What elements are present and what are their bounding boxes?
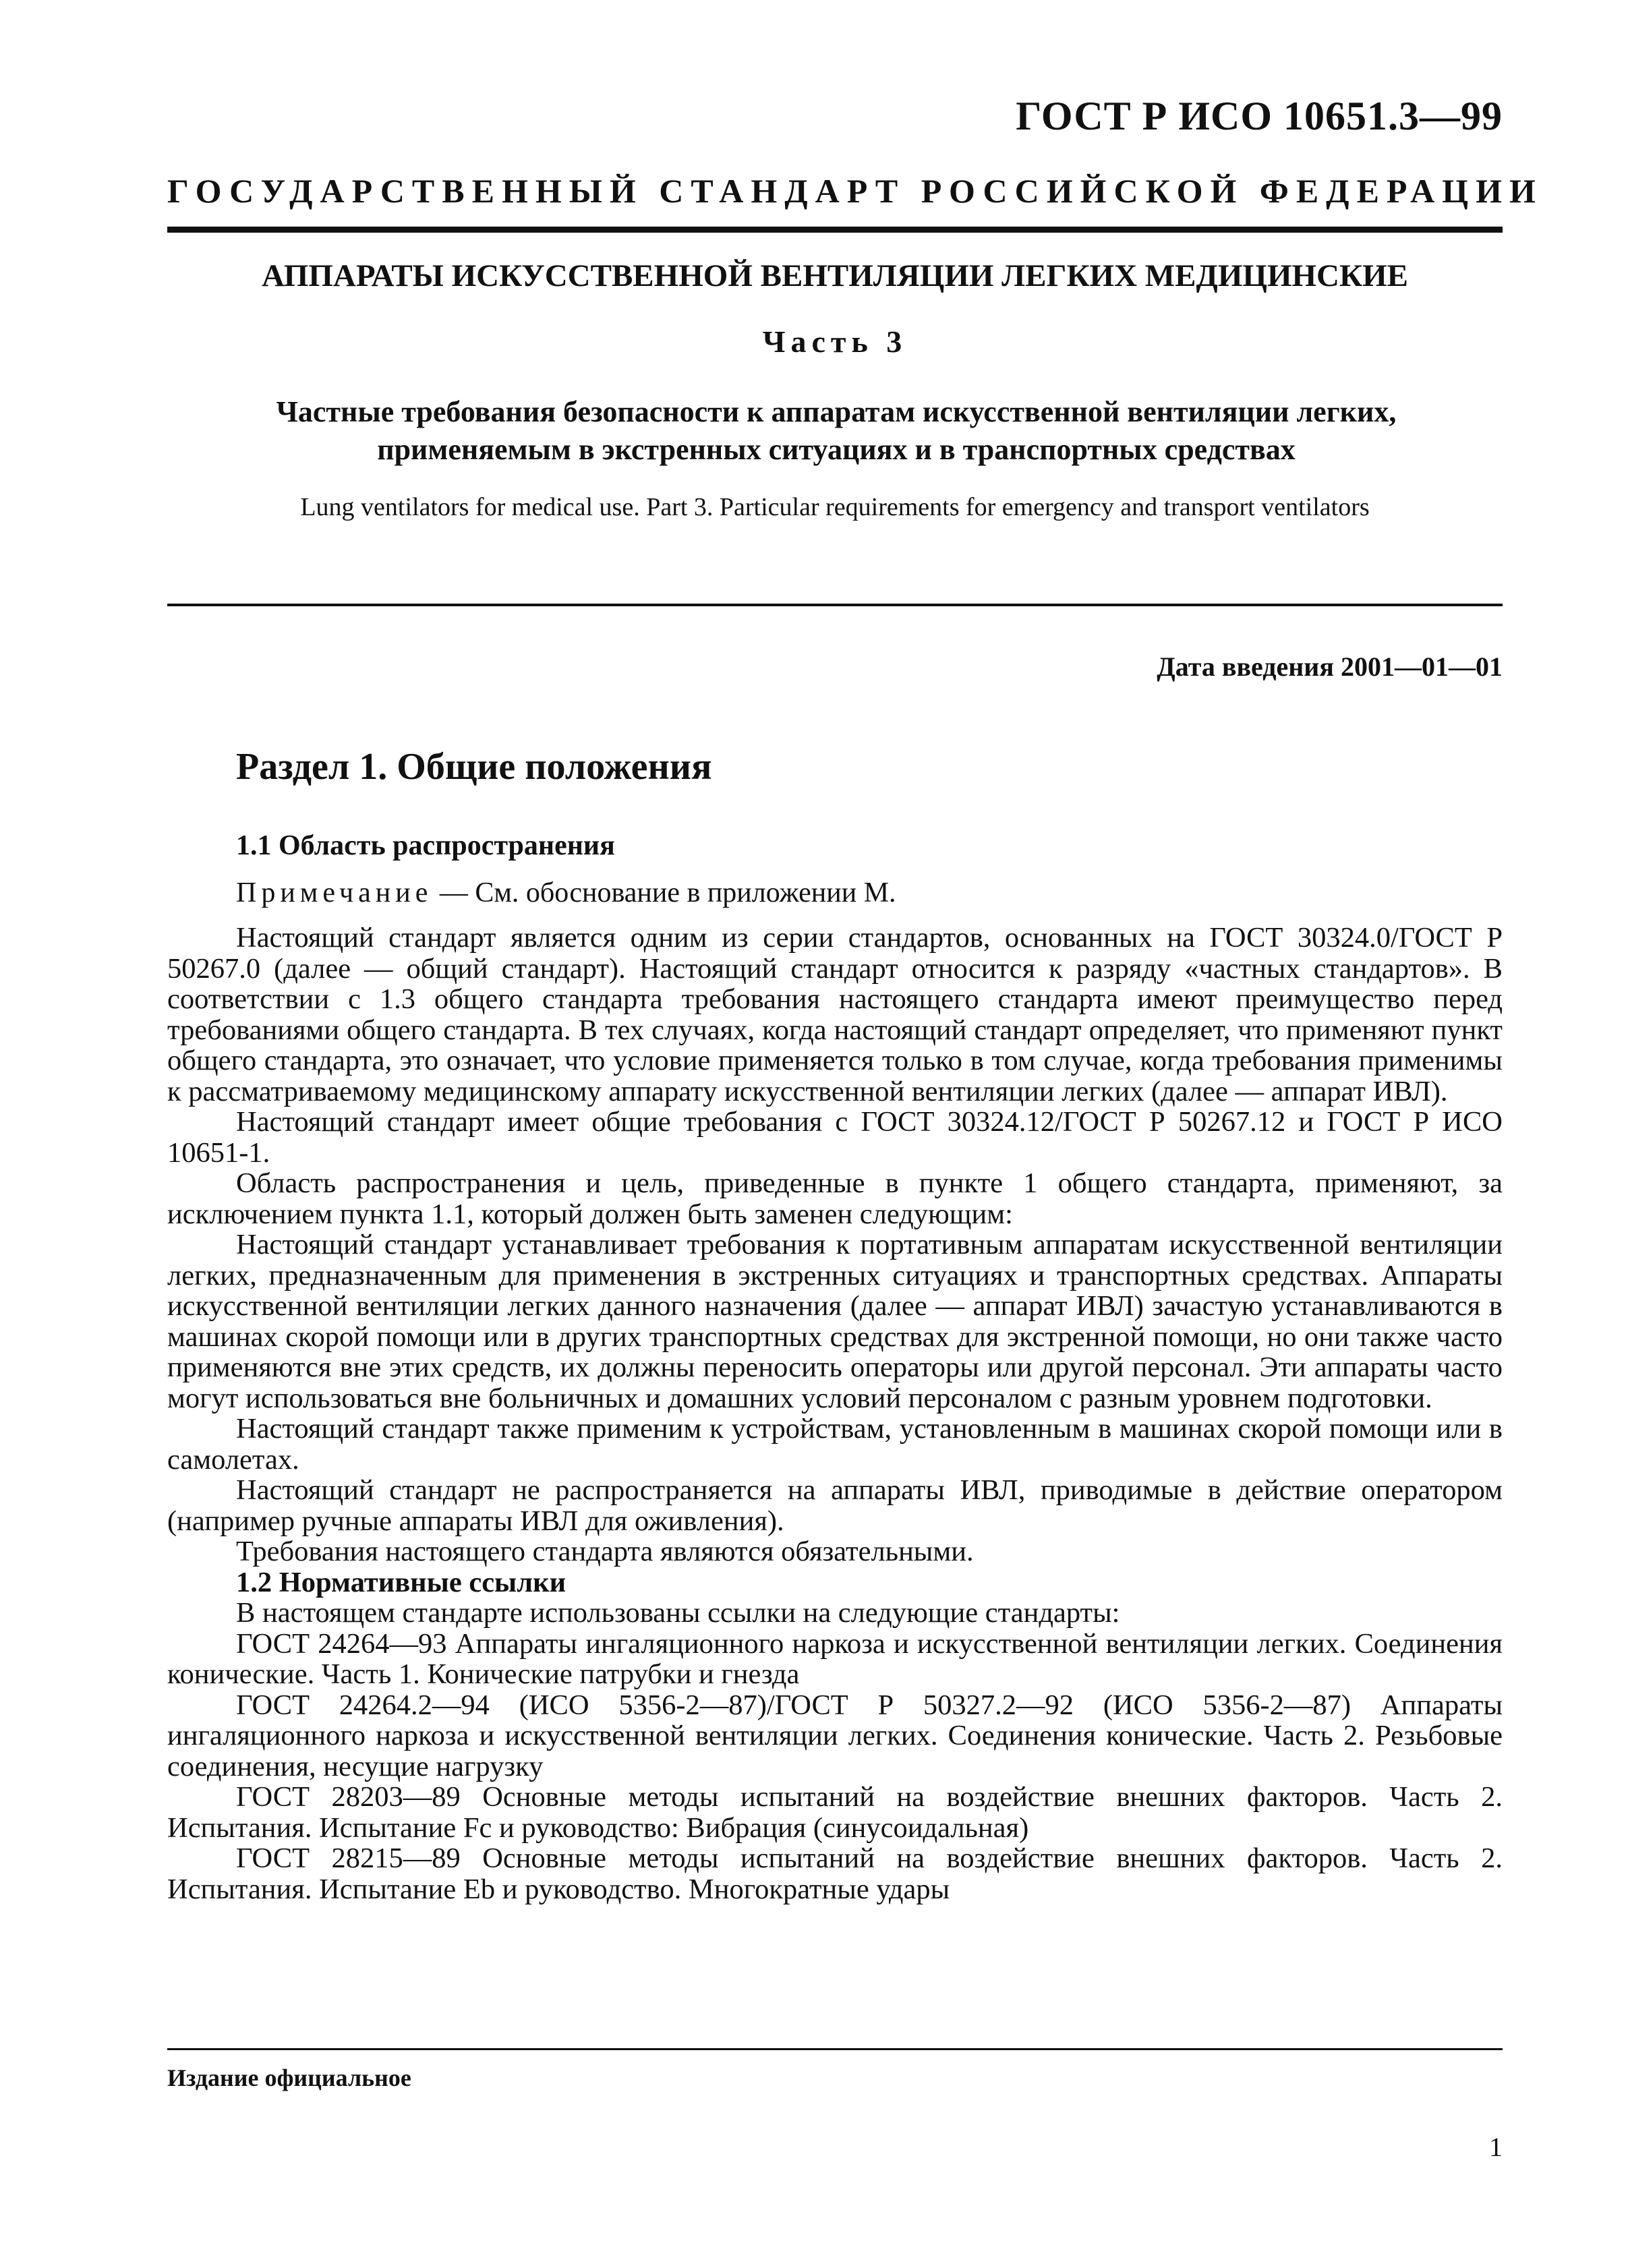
header-rule <box>167 227 1503 233</box>
paragraph: Настоящий стандарт также применим к устройствам, установленным в машинах скорой помощи или в самолетах. <box>167 1413 1503 1476</box>
subtitle <box>216 393 1457 469</box>
scope-heading: 1.1 Область распространения <box>236 830 615 861</box>
paragraph: Настоящий стандарт устанавливает требования к портативным аппаратам искусственной вентиляции легких, предназначенным для применения в экстренных ситуациях и транспортных средствах. Аппараты искусственной вентиляции легких данного назначения (далее — аппарат ИВЛ) зачастую устанавливаются в машинах скорой помощи или в других транспортных средствах для экстренной помощи, но они также часто применяются вне этих средств, их должны переносить операторы или другой персонал. Эти аппараты часто могут использоваться вне больничных и домашних условий персоналом с разным уровнем подготовки. <box>167 1229 1503 1414</box>
body-text <box>167 923 1503 1904</box>
subtitle-line-1: Частные требования безопасности к аппаратам искусственной вентиляции легких, <box>276 395 1397 428</box>
reference-item: ГОСТ 24264—93 Аппараты ингаляционного наркоза и искусственной вентиляции легких. Соединения конические. Часть 1. Конические патрубки и гнезда <box>167 1627 1503 1690</box>
subtitle-line-2: применяемым в экстренных ситуациях и в транспортных средствах <box>377 433 1296 466</box>
refs-intro: В настоящем стандарте использованы ссылки на следующие стандарты: <box>236 1597 1120 1629</box>
english-title: Lung ventilators for medical use. Part 3. Particular requirements for emergency and transport ventilators <box>300 493 1370 521</box>
reference-item: ГОСТ 24264.2—94 (ИСО 5356-2—87)/ГОСТ Р 50327.2—92 (ИСО 5356-2—87) Аппараты ингаляционного наркоза и искусственной вентиляции легких. Соединения конические. Часть 2. Резьбовые соединения, несущие нагрузку <box>167 1689 1503 1782</box>
paragraph: Настоящий стандарт не распространяется на аппараты ИВЛ, приводимые в действие оператором (например ручные аппараты ИВЛ для оживления). <box>167 1474 1503 1537</box>
refs-heading: 1.2 Нормативные ссылки <box>236 1566 566 1598</box>
paragraph: Настоящий стандарт имеет общие требования с ГОСТ 30324.12/ГОСТ Р 50267.12 и ГОСТ Р ИСО 10651-1. <box>167 1106 1503 1169</box>
reference-item: ГОСТ 28215—89 Основные методы испытаний на воздействие внешних факторов. Часть 2. Испытания. Испытание Eb и руководство. Многократные удары <box>167 1842 1503 1905</box>
footer-rule <box>167 2048 1503 2050</box>
main-title: АППАРАТЫ ИСКУССТВЕННОЙ ВЕНТИЛЯЦИИ ЛЕГКИХ МЕДИЦИНСКИЕ <box>262 258 1408 293</box>
intro-date: Дата введения 2001—01—01 <box>1157 651 1503 682</box>
note-label: Примечание <box>236 877 433 908</box>
section-title: Раздел 1. Общие положения <box>236 746 712 788</box>
page-number: 1 <box>1489 2132 1503 2162</box>
note-text: — См. обоснование в приложении М. <box>432 877 896 908</box>
paragraph: Настоящий стандарт является одним из серии стандартов, основанных на ГОСТ 30324.0/ГОСТ Р 50267.0 (далее — общий стандарт). Настоящий стандарт относится к разряду «частных стандартов». В соответствии с 1.3 общего стандарта требования настоящего стандарта имеют преимущество перед требованиями общего стандарта. В тех случаях, когда настоящий стандарт определяет, что применяют пункт общего стандарта, это означает, что условие применяется только в том случае, когда требования применимы к рассматриваемому медицинскому аппарату искусственной вентиляции легких (далее — аппарат ИВЛ). <box>167 922 1503 1107</box>
state-standard-title: ГОСУДАРСТВЕННЫЙ СТАНДАРТ РОССИЙСКОЙ ФЕДЕРАЦИИ <box>167 172 1543 210</box>
paragraph: Область распространения и цель, приведенные в пункте 1 общего стандарта, применяют, за исключением пункта 1.1, который должен быть заменен следующим: <box>167 1167 1503 1230</box>
gost-code: ГОСТ Р ИСО 10651.3—99 <box>1016 94 1503 138</box>
paragraph: Требования настоящего стандарта являются обязательными. <box>236 1536 974 1567</box>
edition-label: Издание официальное <box>167 2064 411 2091</box>
title-rule <box>167 604 1503 606</box>
reference-item: ГОСТ 28203—89 Основные методы испытаний на воздействие внешних факторов. Часть 2. Испытания. Испытание Fc и руководство: Вибрация (синусоидальная) <box>167 1781 1503 1844</box>
note <box>236 877 896 909</box>
part-label: Часть 3 <box>762 324 908 359</box>
